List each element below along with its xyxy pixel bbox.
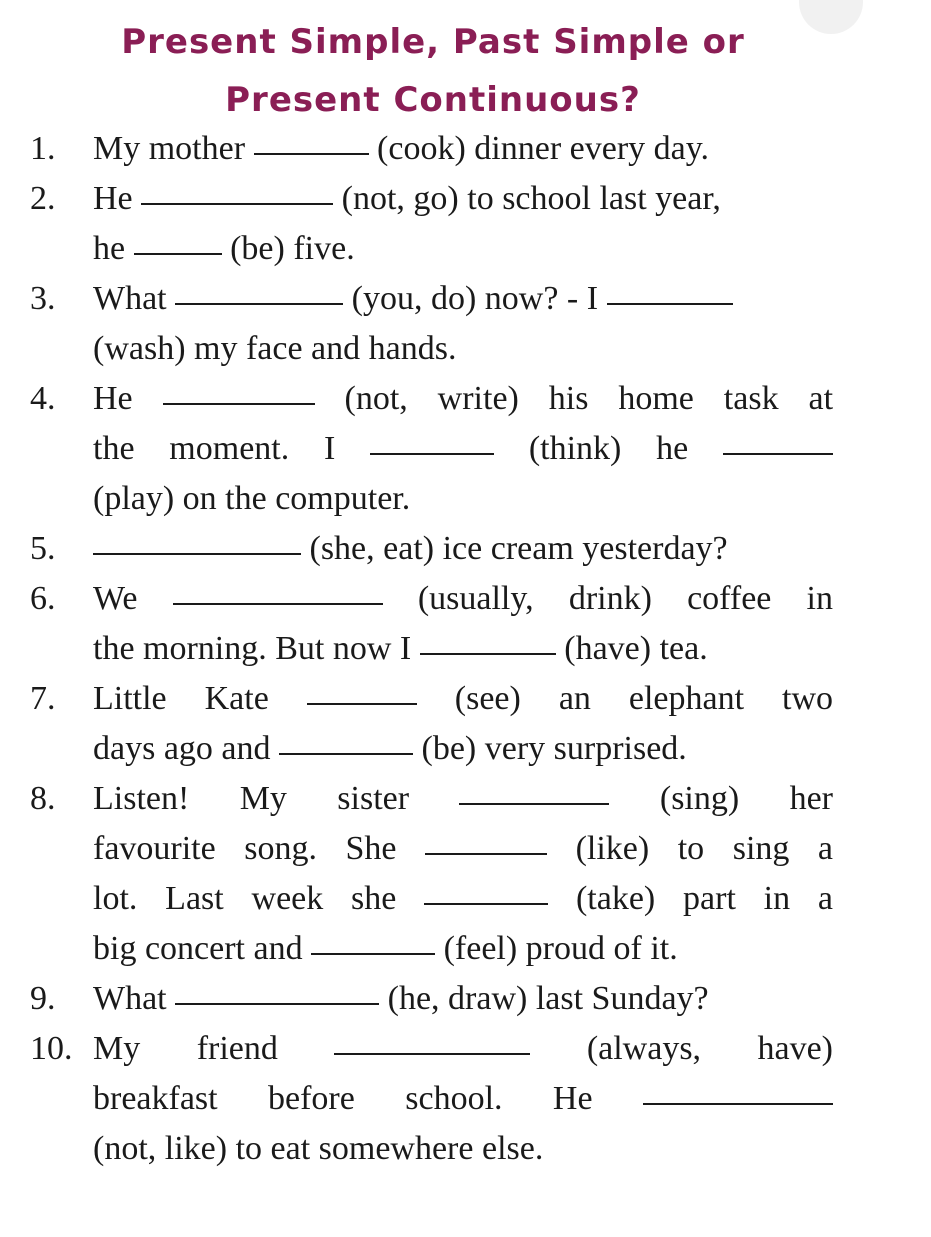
sentence-fragment: (you, do) now? - I <box>351 280 599 317</box>
exercise-3-line-2 <box>0 324 931 374</box>
answer-blank <box>175 302 343 305</box>
answer-blank <box>163 402 315 405</box>
exercise-text <box>93 1074 833 1124</box>
sentence-fragment: he <box>93 230 126 267</box>
sentence-fragment: favourite song. She <box>93 830 397 867</box>
sentence-fragment: (not, write) his home task at <box>344 380 834 417</box>
exercise-number: 8. <box>30 780 56 817</box>
sentence-fragment: He <box>93 180 133 217</box>
sentence-fragment: lot. Last week she <box>93 880 397 917</box>
answer-blank <box>334 1052 530 1055</box>
sentence-fragment: Little Kate <box>93 680 269 717</box>
exercise-text <box>93 824 833 874</box>
exercise-text <box>93 474 833 524</box>
answer-blank <box>643 1102 833 1105</box>
exercise-3-line-1 <box>0 274 931 324</box>
exercise-6-line-2 <box>0 624 931 674</box>
answer-blank <box>141 202 333 205</box>
sentence-fragment: We <box>93 580 138 617</box>
sentence-fragment: (cook) dinner every day. <box>377 130 710 167</box>
sentence-fragment: (wash) my face and hands. <box>93 330 457 367</box>
sentence-fragment: (sing) her <box>659 780 833 817</box>
exercise-text <box>93 524 833 574</box>
sentence-fragment: (she, eat) ice cream yesterday? <box>309 530 728 567</box>
answer-blank <box>279 752 413 755</box>
sentence-fragment: (not, like) to eat somewhere else. <box>93 1130 544 1167</box>
exercise-1-line-1 <box>0 124 931 174</box>
exercise-text <box>93 1124 833 1174</box>
exercise-text <box>93 324 833 374</box>
answer-blank <box>134 252 222 255</box>
sentence-fragment: (like) to sing a <box>575 830 834 867</box>
sentence-fragment: (he, draw) last Sunday? <box>387 980 709 1017</box>
answer-blank <box>175 1002 379 1005</box>
exercise-number: 2. <box>30 180 56 217</box>
answer-blank <box>607 302 733 305</box>
sentence-fragment: What <box>93 280 167 317</box>
exercise-text <box>93 624 833 674</box>
exercise-8-line-1 <box>0 774 931 824</box>
sentence-fragment: (be) very surprised. <box>421 730 687 767</box>
exercise-number: 10. <box>30 1030 73 1067</box>
exercise-text <box>93 224 833 274</box>
exercise-10-line-1 <box>0 1024 931 1074</box>
sentence-fragment: big concert and <box>93 930 303 967</box>
exercise-4-line-2 <box>0 424 931 474</box>
exercise-6-line-1 <box>0 574 931 624</box>
exercise-text <box>93 574 833 624</box>
answer-blank <box>311 952 435 955</box>
answer-blank <box>254 152 369 155</box>
exercise-text <box>93 774 833 824</box>
exercise-text <box>93 374 833 424</box>
exercise-8-line-4 <box>0 924 931 974</box>
exercise-9-line-1 <box>0 974 931 1024</box>
sentence-fragment: (usually, drink) coffee in <box>417 580 833 617</box>
exercise-number: 6. <box>30 580 56 617</box>
exercise-text <box>93 924 833 974</box>
sentence-fragment: He <box>93 380 133 417</box>
sentence-fragment: My friend <box>93 1030 278 1067</box>
sentence-fragment: (be) five. <box>230 230 355 267</box>
answer-blank <box>459 802 609 805</box>
exercise-2-line-2 <box>0 224 931 274</box>
exercise-4-line-3 <box>0 474 931 524</box>
sentence-fragment: What <box>93 980 167 1017</box>
worksheet-title-line-1: Present Simple, Past Simple or <box>121 22 745 62</box>
answer-blank <box>424 902 548 905</box>
exercise-number: 1. <box>30 130 56 167</box>
exercise-2-line-1 <box>0 174 931 224</box>
exercise-number: 4. <box>30 380 56 417</box>
sentence-fragment: (always, have) <box>586 1030 834 1067</box>
answer-blank <box>93 552 301 555</box>
exercise-text <box>93 424 833 474</box>
exercise-text <box>93 124 833 174</box>
sentence-fragment: (take) part in a <box>575 880 834 917</box>
sentence-fragment: My mother <box>93 130 246 167</box>
sentence-fragment: the morning. But now I <box>93 630 412 667</box>
sentence-fragment: Listen! My sister <box>93 780 410 817</box>
exercise-4-line-1 <box>0 374 931 424</box>
sentence-fragment: the moment. I <box>93 430 336 467</box>
sentence-fragment: (play) on the computer. <box>93 480 411 517</box>
sentence-fragment: (have) tea. <box>564 630 708 667</box>
exercise-7-line-2 <box>0 724 931 774</box>
worksheet-title-line-2: Present Continuous? <box>225 80 641 120</box>
answer-blank <box>420 652 556 655</box>
exercise-text <box>93 974 833 1024</box>
exercise-text <box>93 174 833 224</box>
exercise-number: 9. <box>30 980 56 1017</box>
exercise-number: 5. <box>30 530 56 567</box>
exercise-text <box>93 724 833 774</box>
sentence-fragment: (think) he <box>528 430 689 467</box>
sentence-fragment: (not, go) to school last year, <box>341 180 721 217</box>
exercise-number: 3. <box>30 280 56 317</box>
exercise-8-line-2 <box>0 824 931 874</box>
exercise-10-line-2 <box>0 1074 931 1124</box>
exercise-8-line-3 <box>0 874 931 924</box>
answer-blank <box>173 602 383 605</box>
exercise-7-line-1 <box>0 674 931 724</box>
answer-blank <box>425 852 547 855</box>
answer-blank <box>723 452 833 455</box>
exercise-text <box>93 1024 833 1074</box>
exercise-text <box>93 674 833 724</box>
exercise-text <box>93 874 833 924</box>
answer-blank <box>370 452 494 455</box>
exercise-text <box>93 274 833 324</box>
sentence-fragment: days ago and <box>93 730 271 767</box>
sentence-fragment: breakfast before school. He <box>93 1080 593 1117</box>
exercise-10-line-3 <box>0 1124 931 1174</box>
answer-blank <box>307 702 417 705</box>
exercise-number: 7. <box>30 680 56 717</box>
sentence-fragment: (feel) proud of it. <box>443 930 678 967</box>
exercise-5-line-1 <box>0 524 931 574</box>
sentence-fragment: (see) an elephant two <box>454 680 834 717</box>
